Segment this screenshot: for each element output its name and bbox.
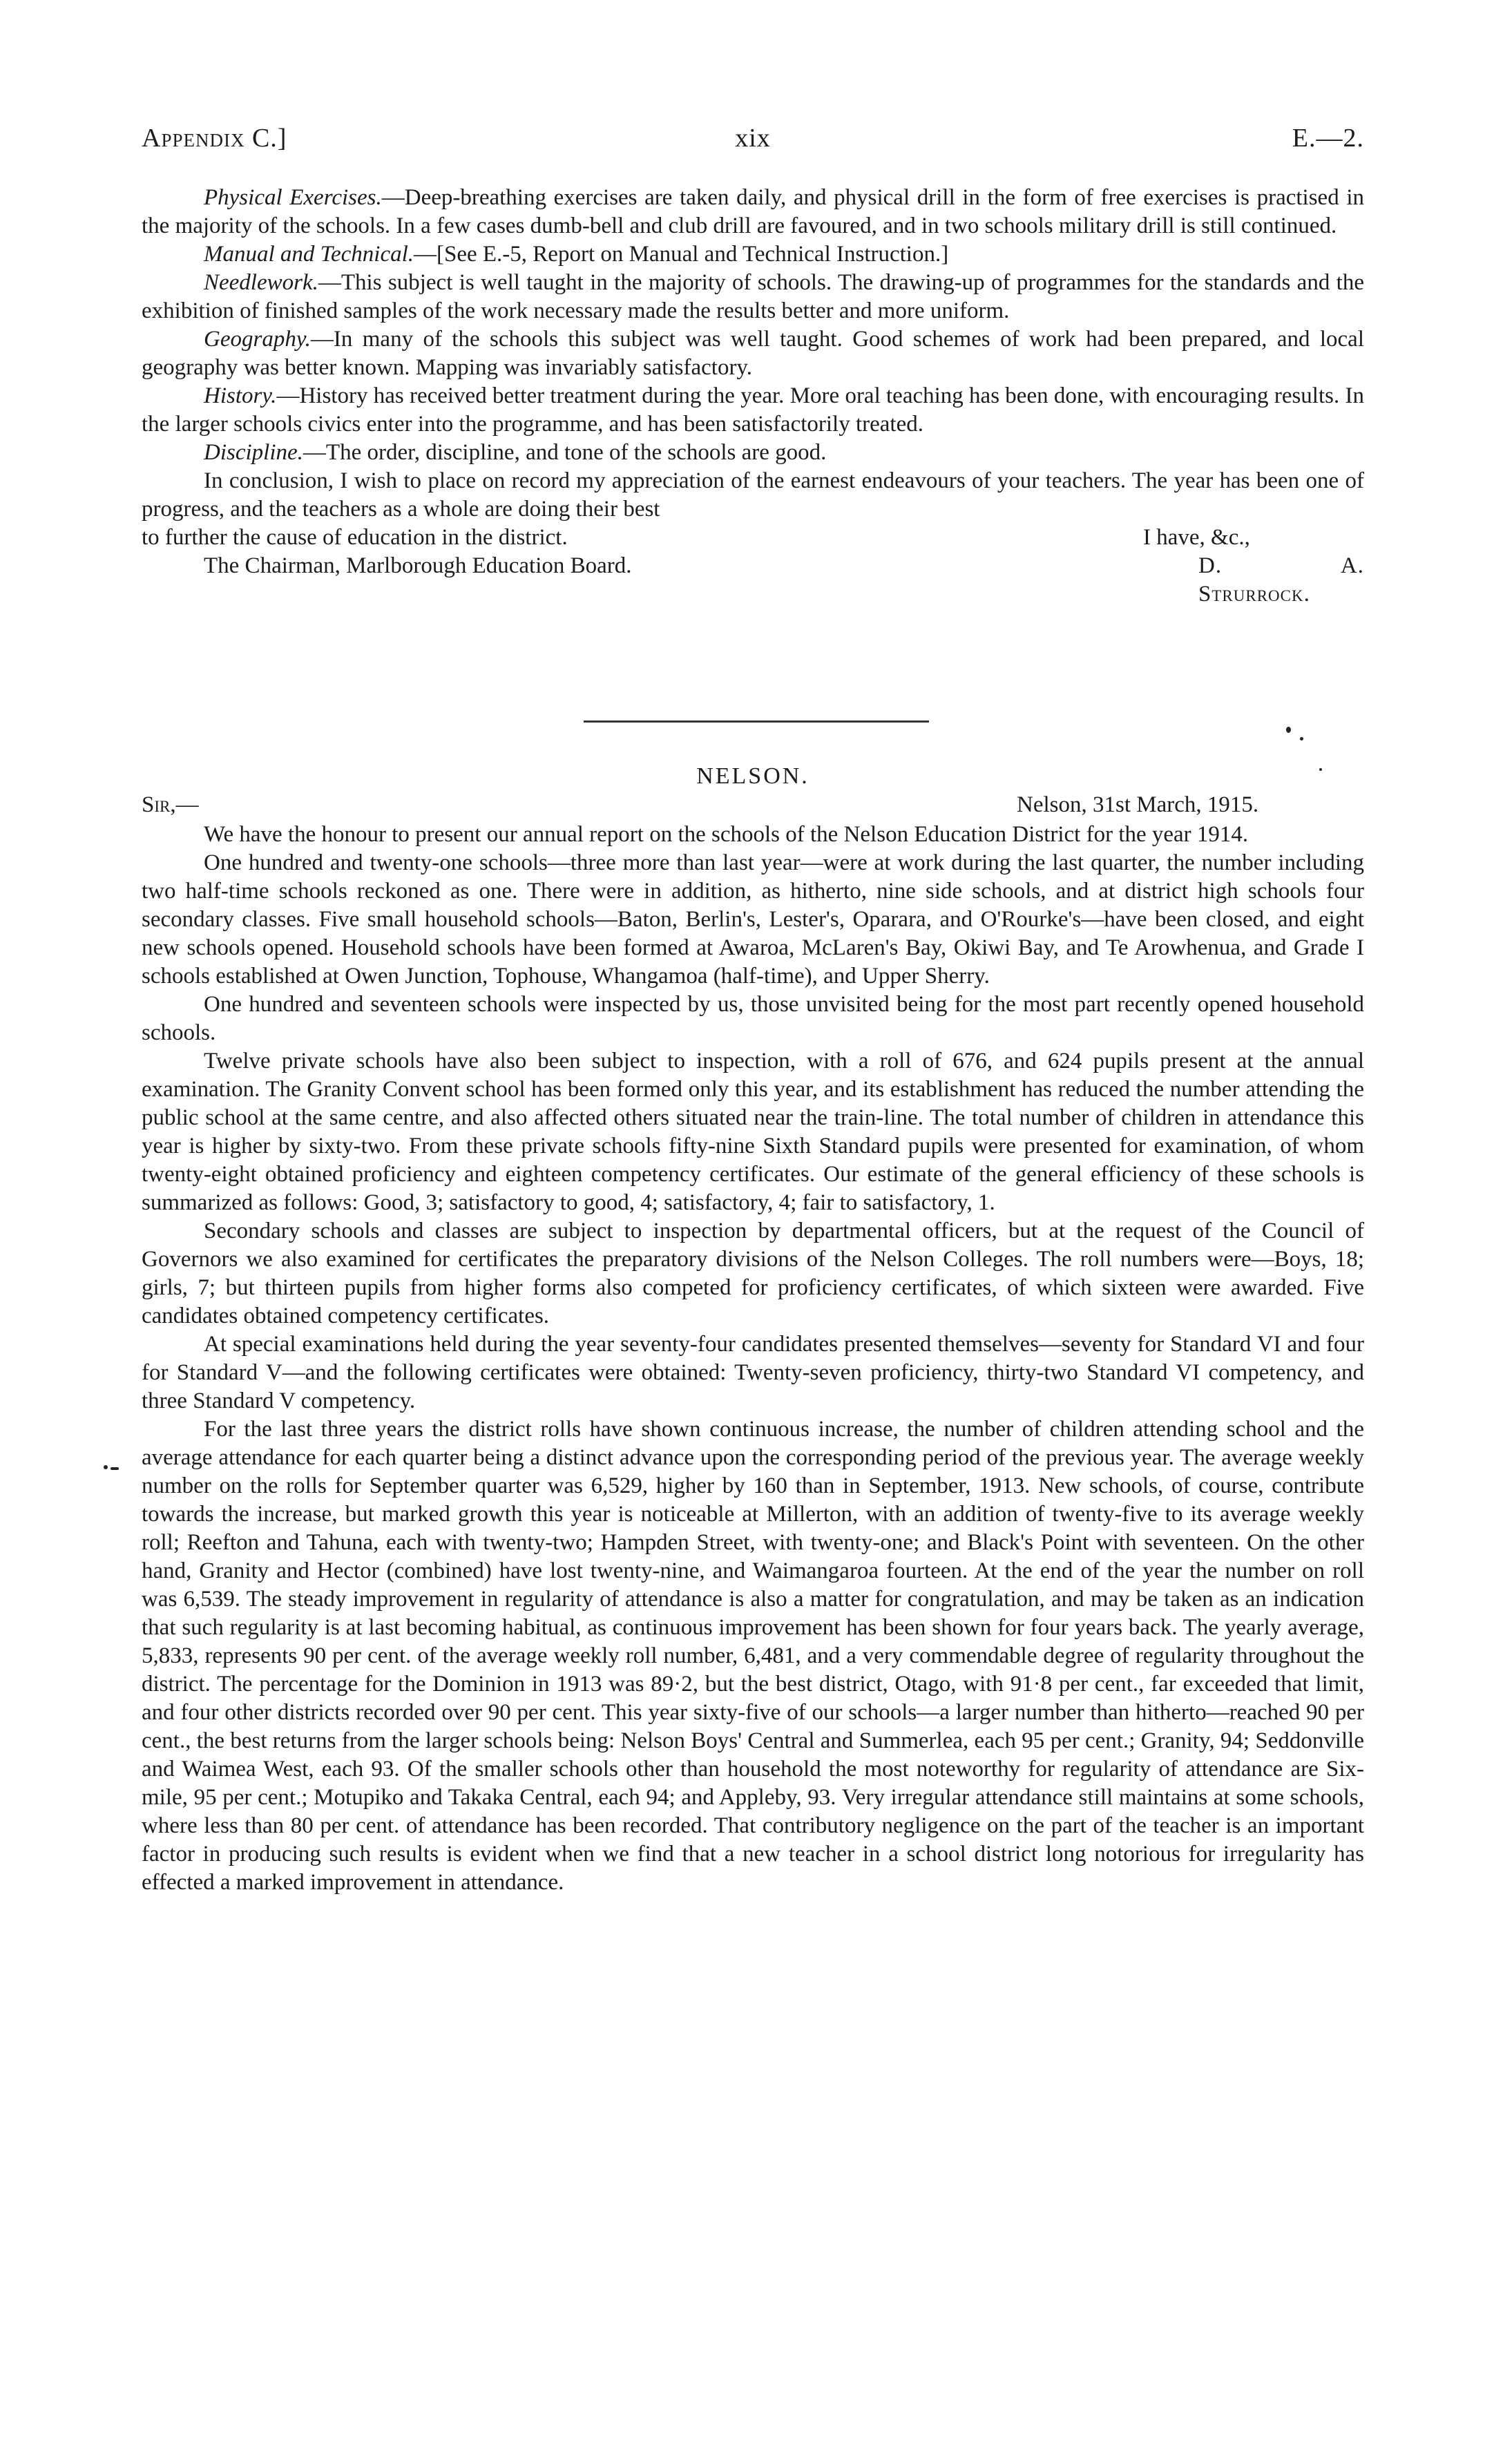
paragraph-geography	[142, 325, 1364, 382]
paragraph: One hundred and twenty-one schools—three more than last year—were at work during the last quarter, the number including two half-time schools reckoned as one. There were in addition, as hitherto, nine side schools, and at district high schools four secondary classes. Five small household schools—Baton, Berlin's, Lester's, Oparara, and O'Rourke's—have been closed, and eight new schools opened. Household schools have been formed at Awaroa, McLaren's Bay, Okiwi Bay, and Te Arowhenua, and Grade I schools established at Owen Junction, Tophouse, Whangamoa (half-time), and Upper Sherry.	[142, 850, 1364, 989]
paragraph-text: —Deep-breathing exercises are taken daily, and physical drill in the form of free exercises is practised in the majority of the schools. In a few cases dumb-bell and club drill are favoured, and in two schools military drill is still continued.	[142, 185, 1364, 238]
paragraph-lead: Physical Exercises.	[204, 185, 382, 210]
paragraph-text: —[See E.-5, Report on Manual and Technical Instruction.]	[414, 242, 949, 267]
paragraph-needlework	[142, 269, 1364, 325]
paragraph-lead: Needlework.	[204, 270, 318, 295]
dateline: Nelson, 31st March, 1915.	[1017, 792, 1259, 817]
signature-line	[142, 552, 1364, 607]
paragraph: Twelve private schools have also been subject to inspection, with a roll of 676, and 624 pupils present at the annual examination. The Granity Convent school has been formed only this year, and its establishment has reduced the number attending the public school at the same centre, and also affected others situated near the train-line. The total number of children in attendance this year is higher by sixty-two. From these private schools fifty-nine Sixth Standard pupils were presented for examination, of whom twenty-eight obtained proficiency and eighteen competency certificates. Our estimate of the general efficiency of these schools is summarized as follows: Good, 3; satisfactory to good, 4; satisfactory, 4; fair to satisfactory, 1.	[142, 1049, 1364, 1215]
print-speck	[1286, 727, 1291, 733]
paragraph-manual-technical	[142, 240, 1364, 269]
paragraph-text: —The order, discipline, and tone of the schools are good.	[303, 440, 827, 465]
paragraph-physical-exercises	[142, 184, 1364, 240]
paragraph: Secondary schools and classes are subject to inspection by departmental officers, but at the request of the Council of Governors we also examined for certificates the preparatory divisions of the Nelson Colleges. The roll numbers were—Boys, 18; girls, 7; but thirteen pupils from higher forms also competed for proficiency certificates, of which sixteen were awarded. Five candidates obtained competency certificates.	[142, 1219, 1364, 1328]
paragraph-discipline	[142, 439, 1364, 467]
header-appendix: Appendix C.]	[142, 124, 287, 153]
closing-left-text: to further the cause of education in the district.	[142, 525, 568, 550]
paragraph-lead: Manual and Technical.	[204, 242, 414, 267]
section-heading-nelson: NELSON.	[696, 763, 809, 789]
signature: D. A. Strurrock.	[1198, 553, 1364, 607]
paragraph-lead: Discipline.	[204, 440, 303, 465]
paragraph-text: —This subject is well taught in the majority of schools. The drawing-up of programmes for the standards and the exhibition of finished samples of the work necessary made the results better and more uniform.	[142, 270, 1364, 323]
paragraph: At special examinations held during the year seventy-four candidates presented themselves—seventy for Standard VI and four for Standard V—and the following certificates were obtained: Twenty-seven proficiency, thirty-two Standard VI competency, and three Standard V competency.	[142, 1332, 1364, 1413]
paragraph-lead: History.	[204, 383, 277, 408]
paragraph-text: —History has received better treatment during the year. More oral teaching has been done, with encouraging results. In the larger schools civics enter into the programme, and has been satisfactorily treated.	[142, 383, 1364, 437]
salutation: Sir,—	[142, 792, 199, 817]
section-divider	[584, 720, 929, 723]
paragraph: One hundred and seventeen schools were inspected by us, those unvisited being for the most part recently opened household schools.	[142, 992, 1364, 1045]
print-speck	[104, 1465, 108, 1469]
closing-line	[142, 524, 1364, 552]
paragraph: We have the honour to present our annual report on the schools of the Nelson Education District for the year 1914.	[204, 822, 1249, 847]
closing-salutation: I have, &c.,	[1143, 525, 1250, 550]
paragraph: For the last three years the district rolls have shown continuous increase, the number of children attending school and the average attendance for each quarter being a distinct advance upon the corresponding period of the previous year. The average weekly number on the rolls for September quarter was 6,529, higher by 160 than in September, 1913. New schools, of course, contribute towards the increase, but marked growth this year is noticeable at Millerton, with an addition of twenty-five to its average weekly roll; Reefton and Tahuna, each with twenty-two; Hampden Street, with twenty-one; and Black's Point with seventeen. On the other hand, Granity and Hector (combined) have lost twenty-nine, and Waimangaroa fourteen. At the end of the year the number on roll was 6,539. The steady improvement in regularity of attendance is also a matter for congratulation, and may be taken as an indication that such regularity is at last becoming habitual, as continuous improvement has been shown for four years back. The yearly average, 5,833, represents 90 per cent. of the average weekly roll number, 6,481, and a very commendable degree of regularity throughout the district. The percentage for the Dominion in 1913 was 89·2, but the best district, Otago, with 91·8 per cent., far exceeded that limit, and four other districts recorded over 90 per cent. This year sixty-five of our schools—a larger number than hitherto—reached 90 per cent., the best returns from the larger schools being: Nelson Boys' Central and Summerlea, each 95 per cent.; Granity, 94; Seddonville and Waimea West, each 93. Of the smaller schools other than household the most noteworthy for regularity of attendance are Six-mile, 95 per cent.; Motupiko and Takaka Central, each 94; and Appleby, 93. Very irregular attendance still maintains at some schools, where less than 80 per cent. of attendance has been recorded. That contributory negligence on the part of the teacher is an important factor in producing such results is evident when we find that a new teacher in a school district long notorious for irregularity has effected a marked improvement in attendance.	[142, 1417, 1364, 1895]
header-series: E.—2.	[1292, 124, 1364, 153]
paragraph-lead: Geography.	[204, 327, 311, 352]
addressee: The Chairman, Marlborough Education Board.	[204, 553, 632, 578]
print-speck	[1300, 737, 1303, 741]
header-page-number: xix	[735, 124, 771, 153]
nelson-report-section	[142, 821, 1364, 1897]
marlborough-report-section	[142, 184, 1364, 607]
paragraph-history	[142, 382, 1364, 439]
paragraph-text: —In many of the schools this subject was well taught. Good schemes of work had been prepared, and local geography was better known. Mapping was invariably satisfactory.	[142, 327, 1364, 380]
print-speck	[111, 1467, 119, 1470]
page-header	[142, 123, 1364, 164]
paragraph-text: In conclusion, I wish to place on record my appreciation of the earnest endeavours of your teachers. The year has been one of progress, and the teachers as a whole are doing their best	[142, 468, 1364, 522]
paragraph-conclusion	[142, 467, 1364, 524]
